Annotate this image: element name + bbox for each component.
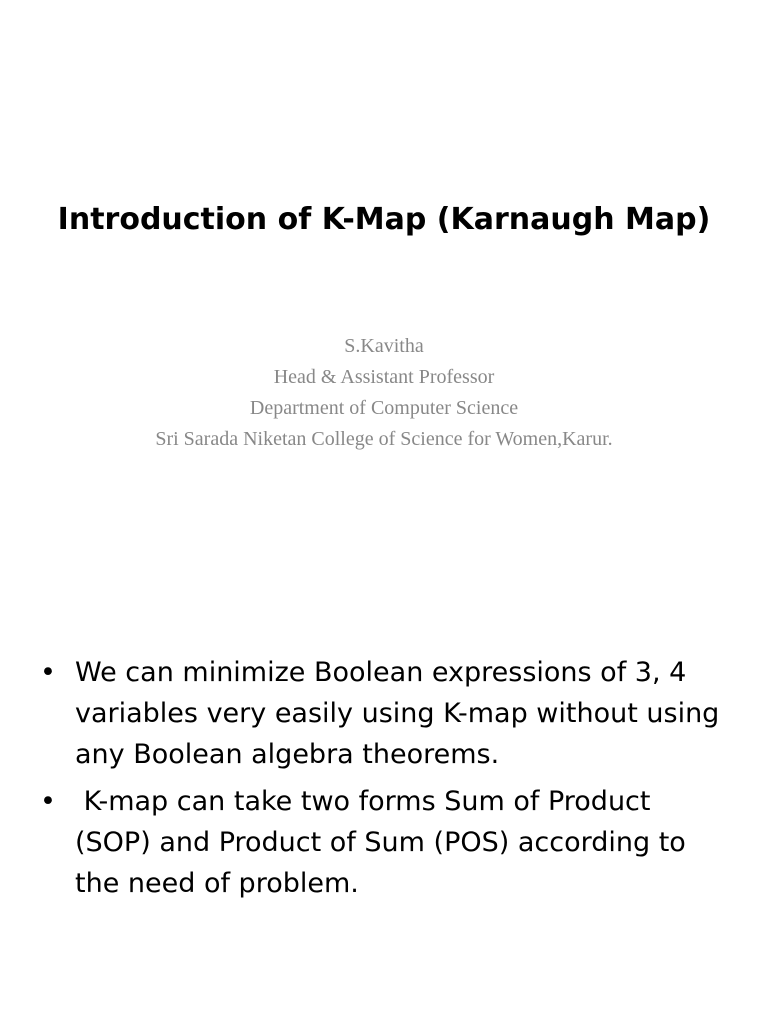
author-name: S.Kavitha xyxy=(344,335,424,357)
author-position: Head & Assistant Professor xyxy=(273,366,495,388)
slide-title: Introduction of K-Map (Karnaugh Map) xyxy=(57,202,711,237)
bullet-icon: • xyxy=(40,786,56,817)
author-block xyxy=(0,331,768,455)
bullet-item xyxy=(40,781,730,904)
bullet-list xyxy=(40,652,730,910)
author-department: Department of Computer Science xyxy=(249,397,519,419)
bullet-item xyxy=(40,652,730,775)
bullet-text: We can minimize Boolean expressions of 3, 4 variables very easily using K-map without using any Boolean algebra theorems. xyxy=(75,657,728,770)
bullet-icon: • xyxy=(40,657,56,688)
author-institution: Sri Sarada Niketan College of Science for Women,Karur. xyxy=(155,428,613,450)
bullet-text: K-map can take two forms Sum of Product (SOP) and Product of Sum (POS) according to the need of problem. xyxy=(75,786,695,899)
